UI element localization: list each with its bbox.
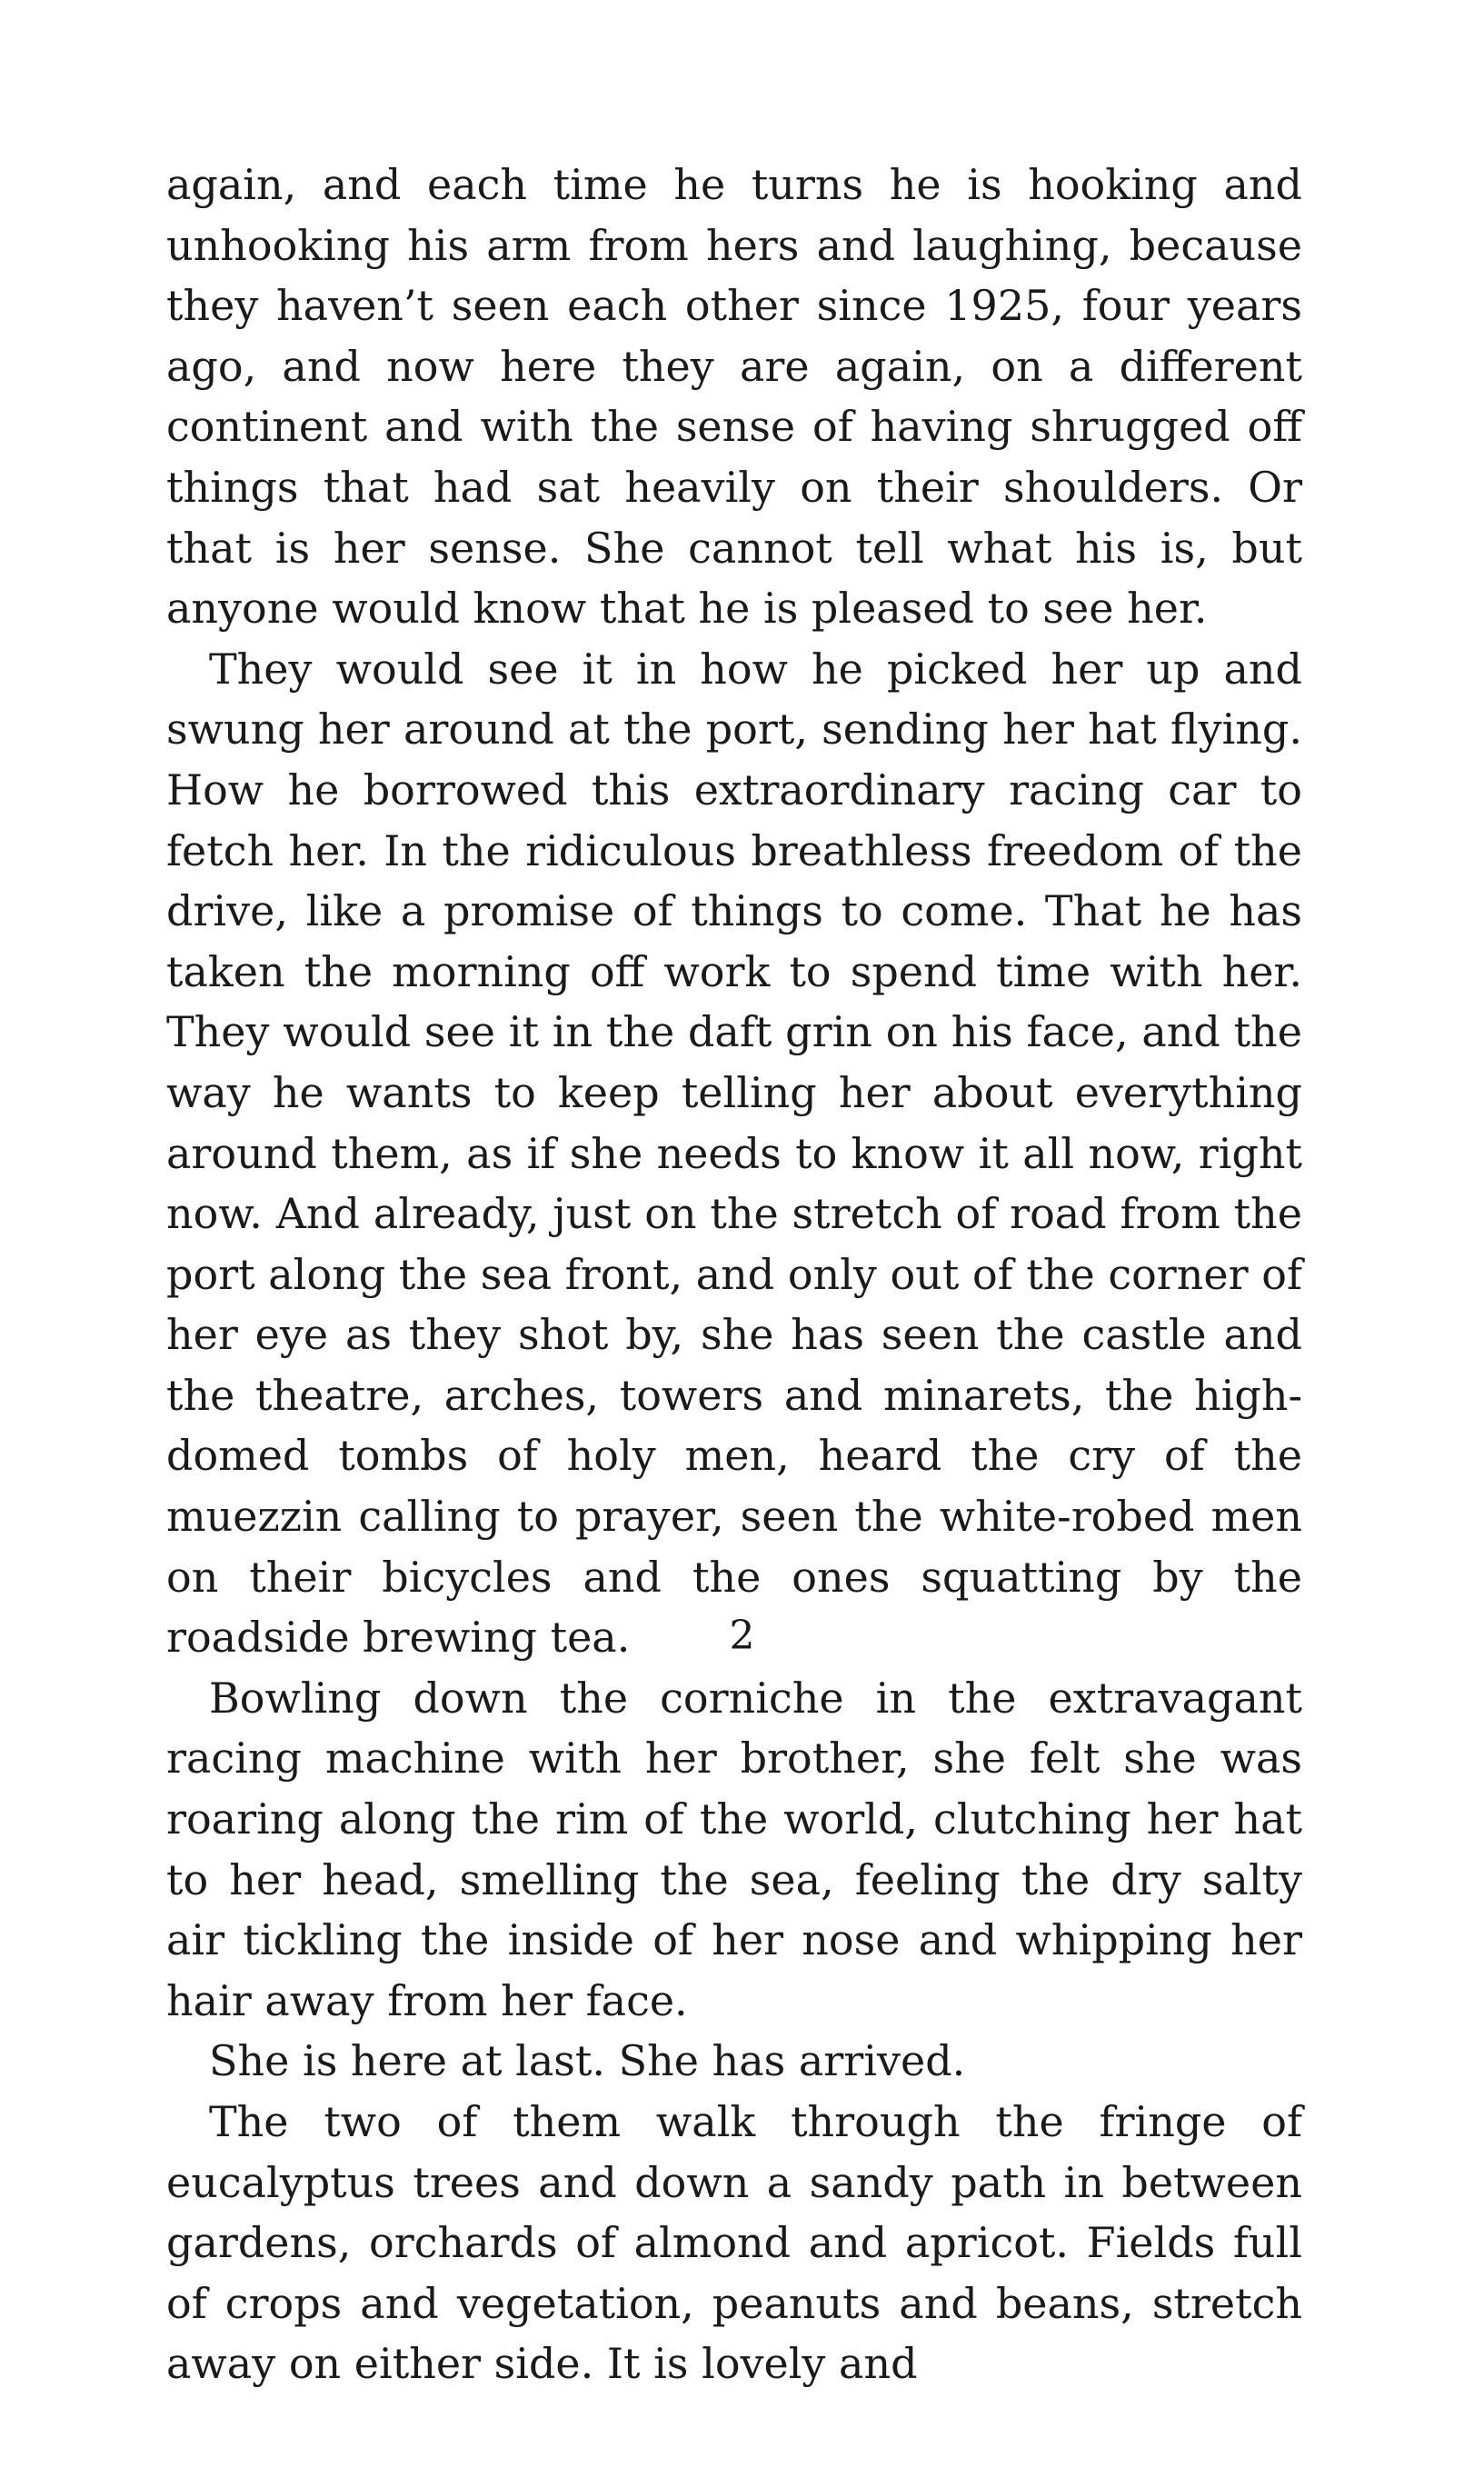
paragraph-3: Bowling down the corniche in the extravagant racing machine with her brother, she felt she was roaring along the rim of the world, clutching her hat to her head, smelling the sea, feeling the dry salty air tickling the inside of her nose and whipping her hair away from her face.	[166, 1673, 1302, 2025]
paragraph-2: They would see it in how he picked her up and swung her around at the port, sending her hat flying. How he borrowed this extraordinary racing car to fetch her. In the ridiculous breathless freedom of the drive, like a promise of things to come. That he has taken the morning off work to spend time with her. They would see it in the daft grin on his face, and the way he wants to keep telling her about everything around them, as if she needs to know it all now, right now. And already, just on the stretch of road from the port along the sea front, and only out of the corner of her eye as they shot by, she has seen the castle and the theatre, arches, towers and minarets, the high-domed tombs of holy men, heard the cry of the muezzin calling to prayer, seen the white-robed men on their bicycles and the ones squatting by the roadside brewing tea.	[166, 644, 1302, 1663]
page-number: 2	[729, 1613, 755, 1659]
paragraph-5: The two of them walk through the fringe of eucalyptus trees and down a sandy path in between gardens, orchards of almond and apricot. Fields full of crops and vegetation, peanuts and beans, stretch away on either side. It is lovely and	[166, 2097, 1302, 2389]
body-text	[166, 155, 1302, 2394]
paragraph-4: She is here at last. She has arrived.	[209, 2036, 966, 2086]
paragraph-1: again, and each time he turns he is hooking and unhooking his arm from hers and laughing, because they haven’t seen each other since 1925, four years ago, and now here they are again, on a different continent and with the sense of having shrugged off things that had sat heavily on their shoulders. Or that is her sense. She cannot tell what his is, but anyone would know that he is pleased to see her.	[166, 160, 1302, 634]
